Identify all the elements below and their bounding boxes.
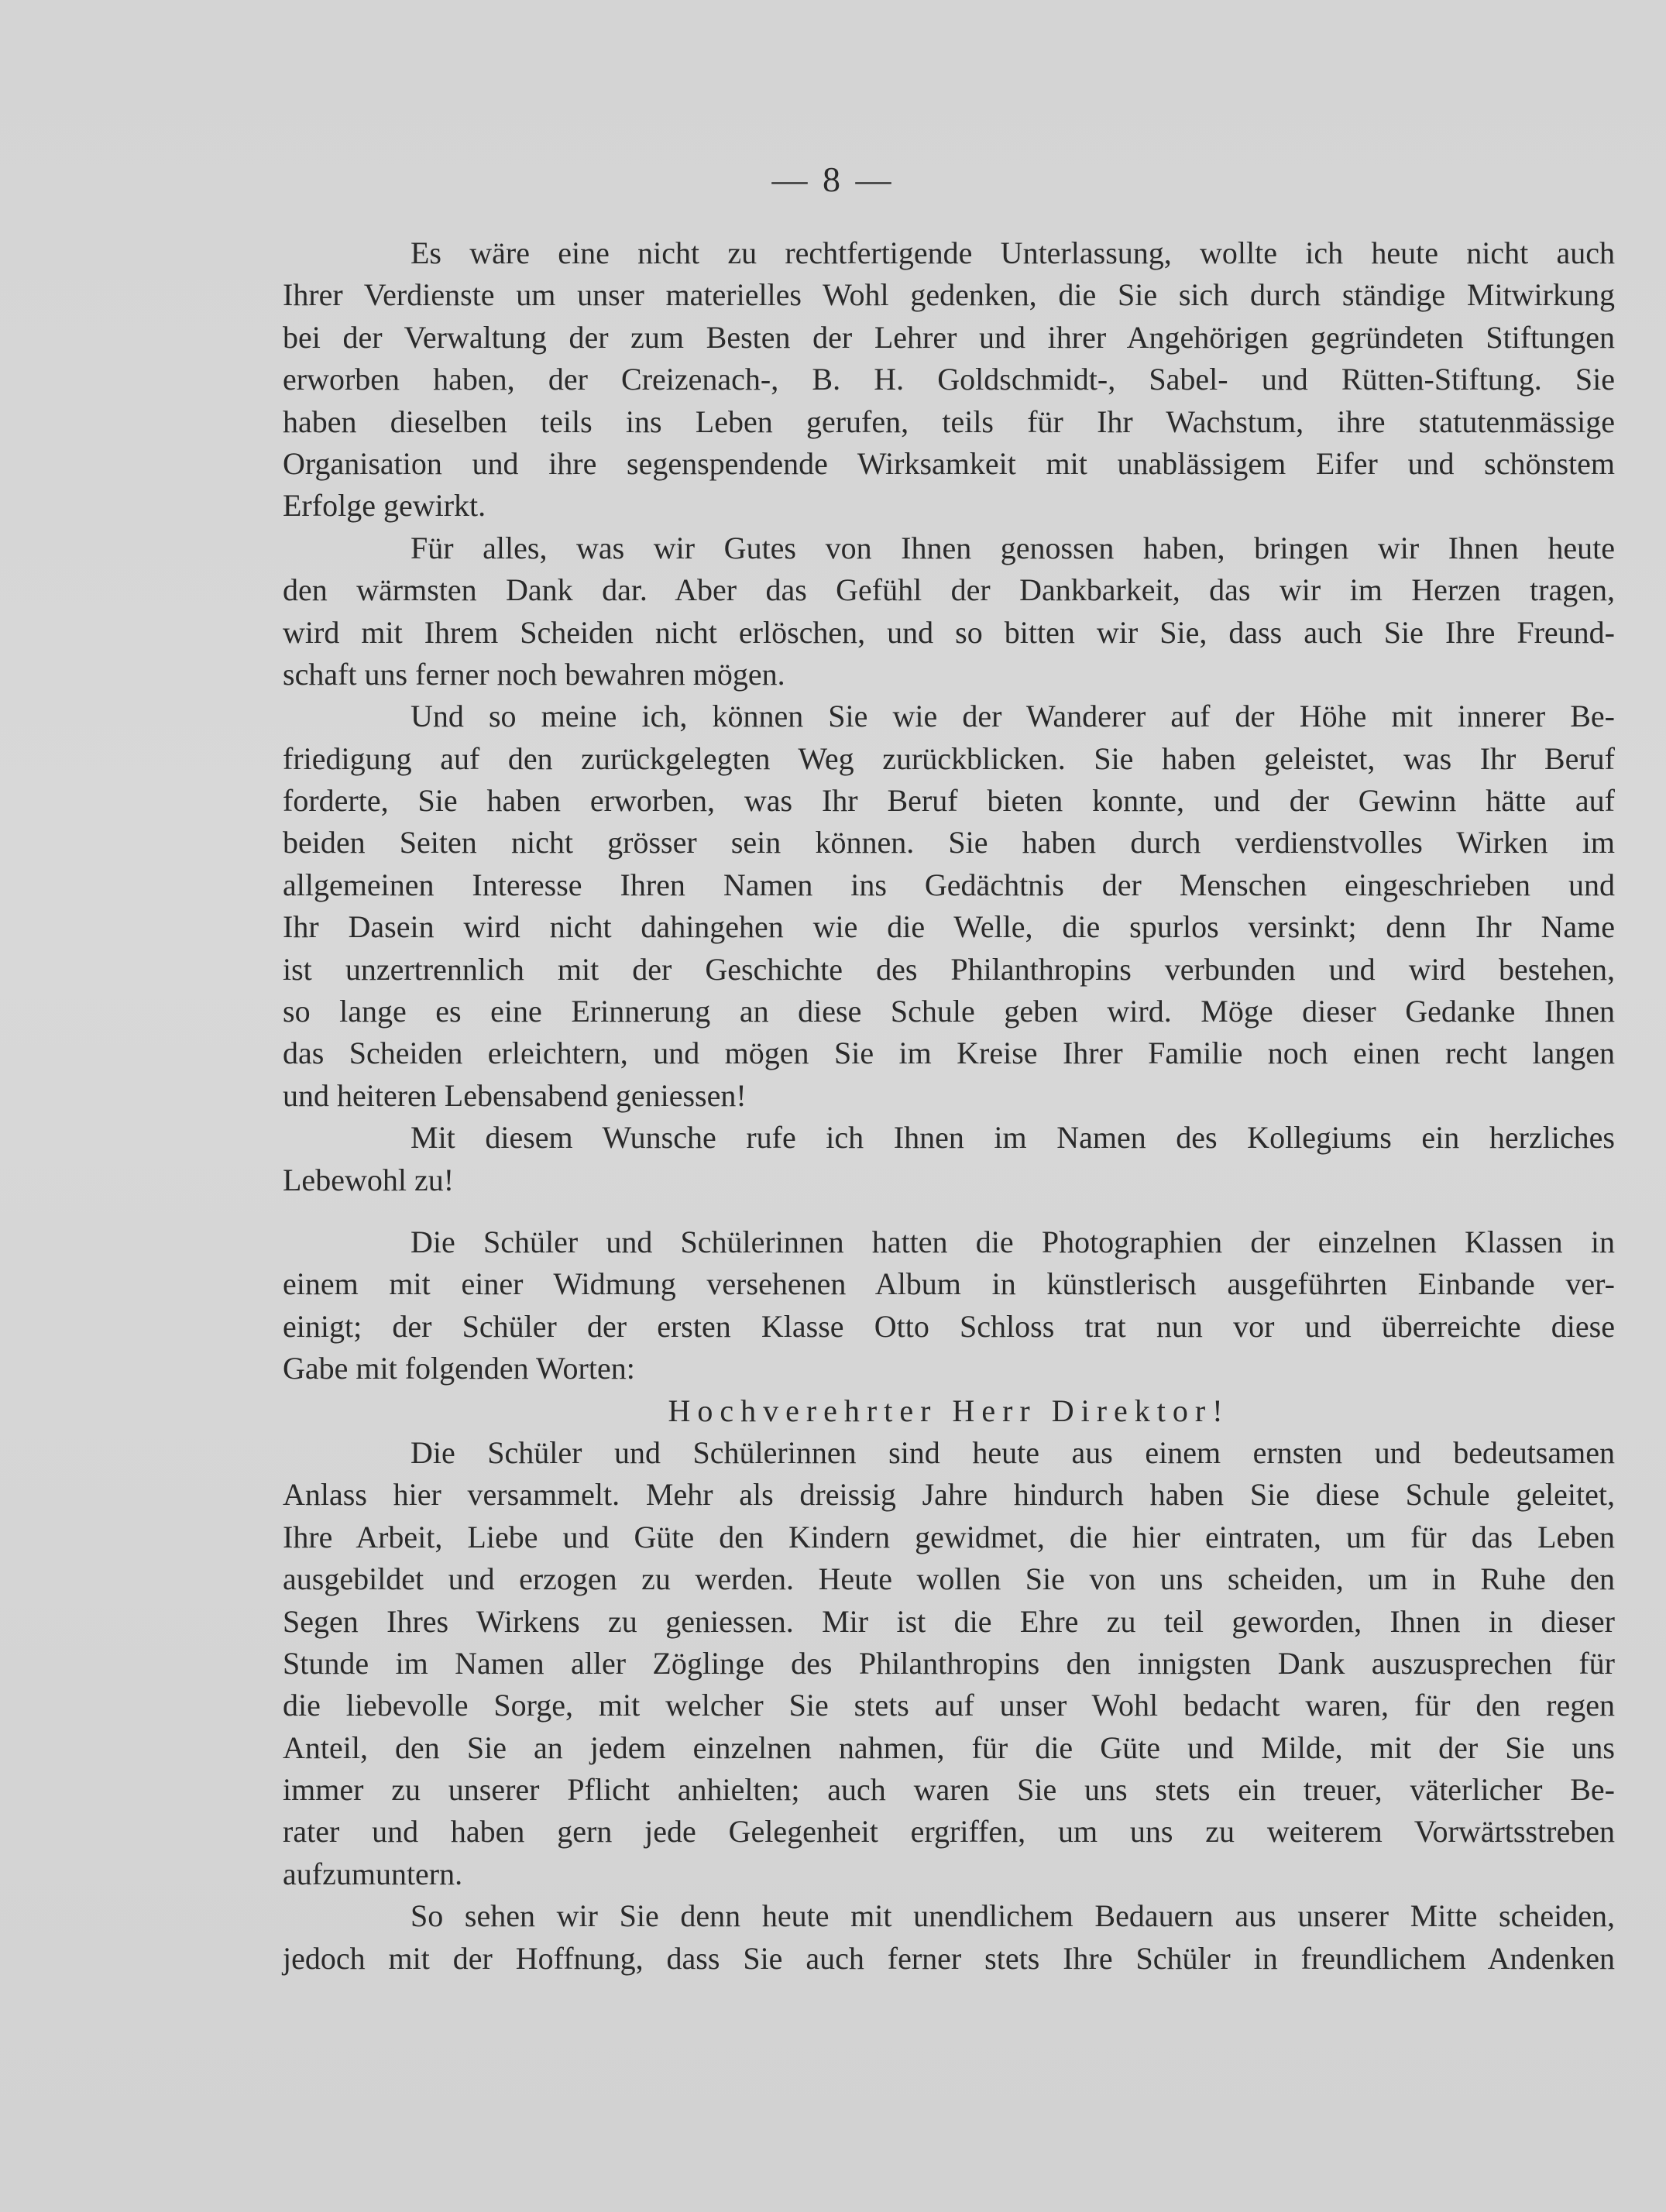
text-line: Stunde im Namen aller Zöglinge des Philanthropins den innigsten Dank auszusprechen für: [283, 1645, 1615, 1681]
text-line: wird mit Ihrem Scheiden nicht erlöschen, und so bitten wir Sie, dass auch Sie Ihre Freund-: [283, 614, 1615, 650]
text-line: forderte, Sie haben erworben, was Ihr Beruf bieten konnte, und der Gewinn hätte auf: [283, 783, 1615, 819]
text-line: erworben haben, der Creizenach-, B. H. Goldschmidt-, Sabel- und Rütten-Stiftung. Sie: [283, 362, 1615, 397]
text-line: Anteil, den Sie an jedem einzelnen nahmen, für die Güte und Milde, mit der Sie uns: [283, 1729, 1615, 1765]
paragraph: [283, 1895, 1615, 1980]
text-line: Ihr Dasein wird nicht dahingehen wie die Welle, die spurlos versinkt; denn Ihr Name: [283, 909, 1615, 945]
text-line: ausgebildet und erzogen zu werden. Heute wollen Sie von uns scheiden, um in Ruhe den: [283, 1561, 1615, 1597]
text-line: Anlass hier versammelt. Mehr als dreissig Jahre hindurch haben Sie diese Schule geleitet,: [283, 1477, 1615, 1513]
paragraph: [283, 527, 1615, 696]
page-number: — 8 —: [771, 160, 895, 199]
text-line: Ihre Arbeit, Liebe und Güte den Kindern gewidmet, die hier eintraten, um für das Leben: [283, 1519, 1615, 1554]
text-line: haben dieselben teils ins Leben gerufen, teils für Ihr Wachstum, ihre statutenmässige: [283, 404, 1615, 439]
text-line: Die Schüler und Schülerinnen hatten die Photographien der einzelnen Klassen in: [410, 1224, 1615, 1259]
paragraph: [283, 232, 1615, 527]
text-line: Segen Ihres Wirkens zu geniessen. Mir ist die Ehre zu teil geworden, Ihnen in dieser: [283, 1603, 1615, 1639]
text-line: Erfolge gewirkt.: [283, 488, 486, 524]
text-line: so lange es eine Erinnerung an diese Schule geben wird. Möge dieser Gedanke Ihnen: [283, 994, 1615, 1029]
paragraph: [283, 696, 1615, 1117]
salutation-heading: [283, 1390, 1615, 1432]
text-line: einem mit einer Widmung versehenen Album in künstlerisch ausgeführten Einbande ver-: [283, 1266, 1615, 1302]
text-line: einigt; der Schüler der ersten Klasse Otto Schloss trat nun vor und überreichte diese: [283, 1308, 1615, 1344]
text-line: immer zu unserer Pflicht anhielten; auch waren Sie uns stets ein treuer, väterlicher Be-: [283, 1772, 1615, 1808]
text-line: Die Schüler und Schülerinnen sind heute aus einem ernsten und bedeutsamen: [410, 1434, 1615, 1470]
text-line: Mit diesem Wunsche rufe ich Ihnen im Namen des Kollegiums ein herzliches: [410, 1120, 1615, 1156]
text-line: allgemeinen Interesse Ihren Namen ins Gedächtnis der Menschen eingeschrieben und: [283, 867, 1615, 902]
text-line: ist unzertrennlich mit der Geschichte des Philanthropins verbunden und wird bestehen,: [283, 951, 1615, 987]
text-line: Hochverehrter Herr Direktor!: [668, 1393, 1230, 1428]
text-line: aufzumuntern.: [283, 1856, 463, 1891]
text-line: beiden Seiten nicht grösser sein können. Sie haben durch verdienstvolles Wirken im: [283, 825, 1615, 860]
text-line: Für alles, was wir Gutes von Ihnen genossen haben, bringen wir Ihnen heute: [410, 530, 1615, 565]
text-line: Ihrer Verdienste um unser materielles Wohl gedenken, die Sie sich durch ständige Mitwirkung: [283, 277, 1615, 313]
paragraph: [283, 1221, 1615, 1390]
text-line: Lebewohl zu!: [283, 1162, 455, 1197]
text-line: und heiteren Lebensabend geniessen!: [283, 1077, 747, 1113]
text-line: Organisation und ihre segenspendende Wirksamkeit mit unablässigem Eifer und schönstem: [283, 445, 1615, 481]
body-text: [283, 232, 1615, 1980]
text-line: Es wäre eine nicht zu rechtfertigende Unterlassung, wollte ich heute nicht auch: [410, 235, 1615, 270]
text-line: Gabe mit folgenden Worten:: [283, 1351, 635, 1386]
paragraph: [283, 1432, 1615, 1895]
text-line: das Scheiden erleichtern, und mögen Sie im Kreise Ihrer Familie noch einen recht langen: [283, 1036, 1615, 1071]
text-line: schaft uns ferner noch bewahren mögen.: [283, 656, 785, 692]
text-line: die liebevolle Sorge, mit welcher Sie stets auf unser Wohl bedacht waren, für den regen: [283, 1688, 1615, 1723]
paragraph-gap: [283, 1201, 1615, 1221]
text-line: den wärmsten Dank dar. Aber das Gefühl der Dankbarkeit, das wir im Herzen tragen,: [283, 572, 1615, 608]
text-line: Und so meine ich, können Sie wie der Wanderer auf der Höhe mit innerer Be-: [410, 699, 1615, 734]
text-line: So sehen wir Sie denn heute mit unendlichem Bedauern aus unserer Mitte scheiden,: [410, 1898, 1615, 1934]
text-line: bei der Verwaltung der zum Besten der Lehrer und ihrer Angehörigen gegründeten Stiftungen: [283, 319, 1615, 355]
text-line: jedoch mit der Hoffnung, dass Sie auch ferner stets Ihre Schüler in freundlichem Andenken: [283, 1940, 1615, 1976]
text-line: friedigung auf den zurückgelegten Weg zurückblicken. Sie haben geleistet, was Ihr Beruf: [283, 740, 1615, 776]
paragraph: [283, 1117, 1615, 1201]
text-line: rater und haben gern jede Gelegenheit ergriffen, um uns zu weiterem Vorwärtsstreben: [283, 1814, 1615, 1850]
